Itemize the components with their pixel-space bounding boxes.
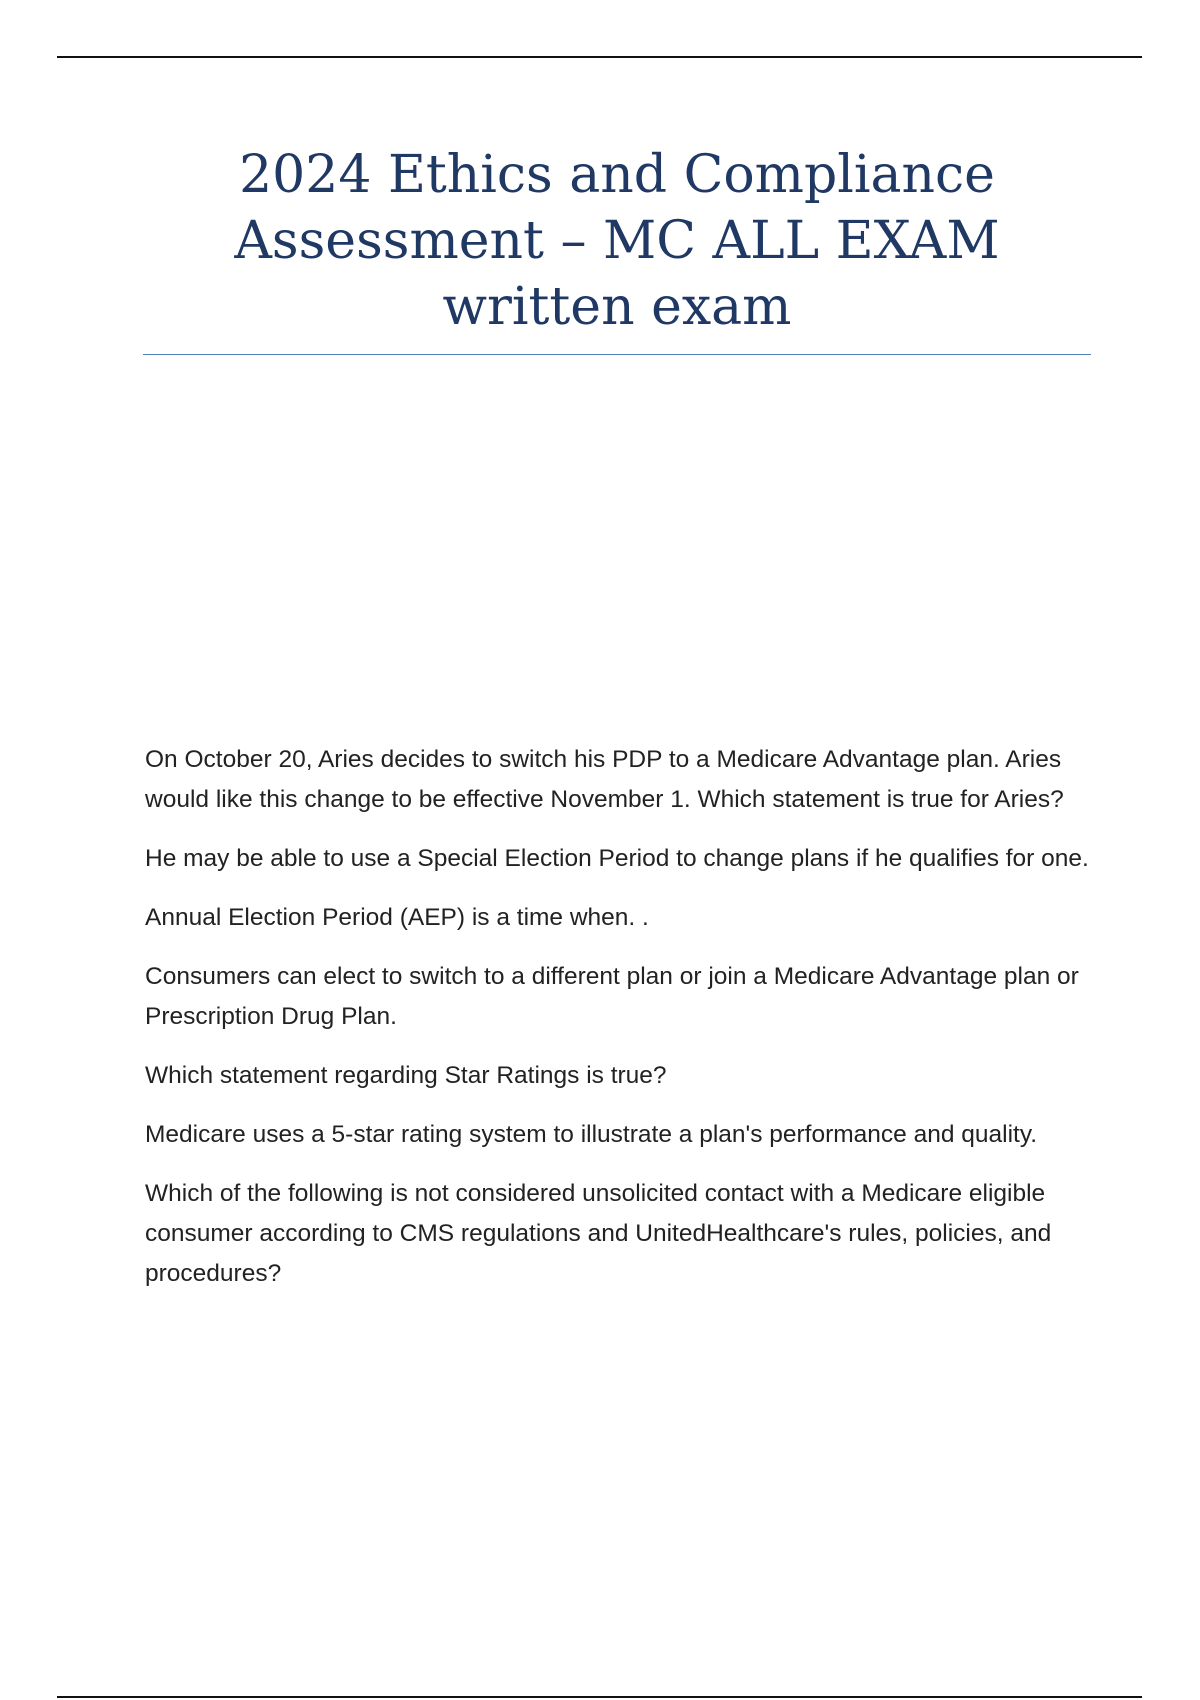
page-top-rule — [57, 56, 1142, 58]
question-1: On October 20, Aries decides to switch his PDP to a Medicare Advantage plan. Aries would like this change to be effective November 1. Which statement is true for Aries? — [145, 746, 1064, 813]
page-bottom-rule — [57, 1696, 1142, 1698]
question-4: Which of the following is not considered unsolicited contact with a Medicare eligible consumer according to CMS regulations and UnitedHealthcare's rules, policies, and procedures? — [145, 1180, 1052, 1287]
answer-2: Consumers can elect to switch to a different plan or join a Medicare Advantage plan or Prescription Drug Plan. — [145, 963, 1079, 1030]
question-2: Annual Election Period (AEP) is a time when. . — [145, 904, 649, 931]
answer-3: Medicare uses a 5-star rating system to illustrate a plan's performance and quality. — [145, 1121, 1038, 1148]
question-3: Which statement regarding Star Ratings is true? — [145, 1062, 667, 1089]
answer-1: He may be able to use a Special Election Period to change plans if he qualifies for one. — [145, 845, 1089, 872]
document-title: 2024 Ethics and Compliance Assessment – MC ALL EXAM written exam — [234, 145, 1000, 337]
title-block — [143, 142, 1091, 355]
document-body — [145, 740, 1090, 1313]
title-underline — [143, 354, 1091, 355]
